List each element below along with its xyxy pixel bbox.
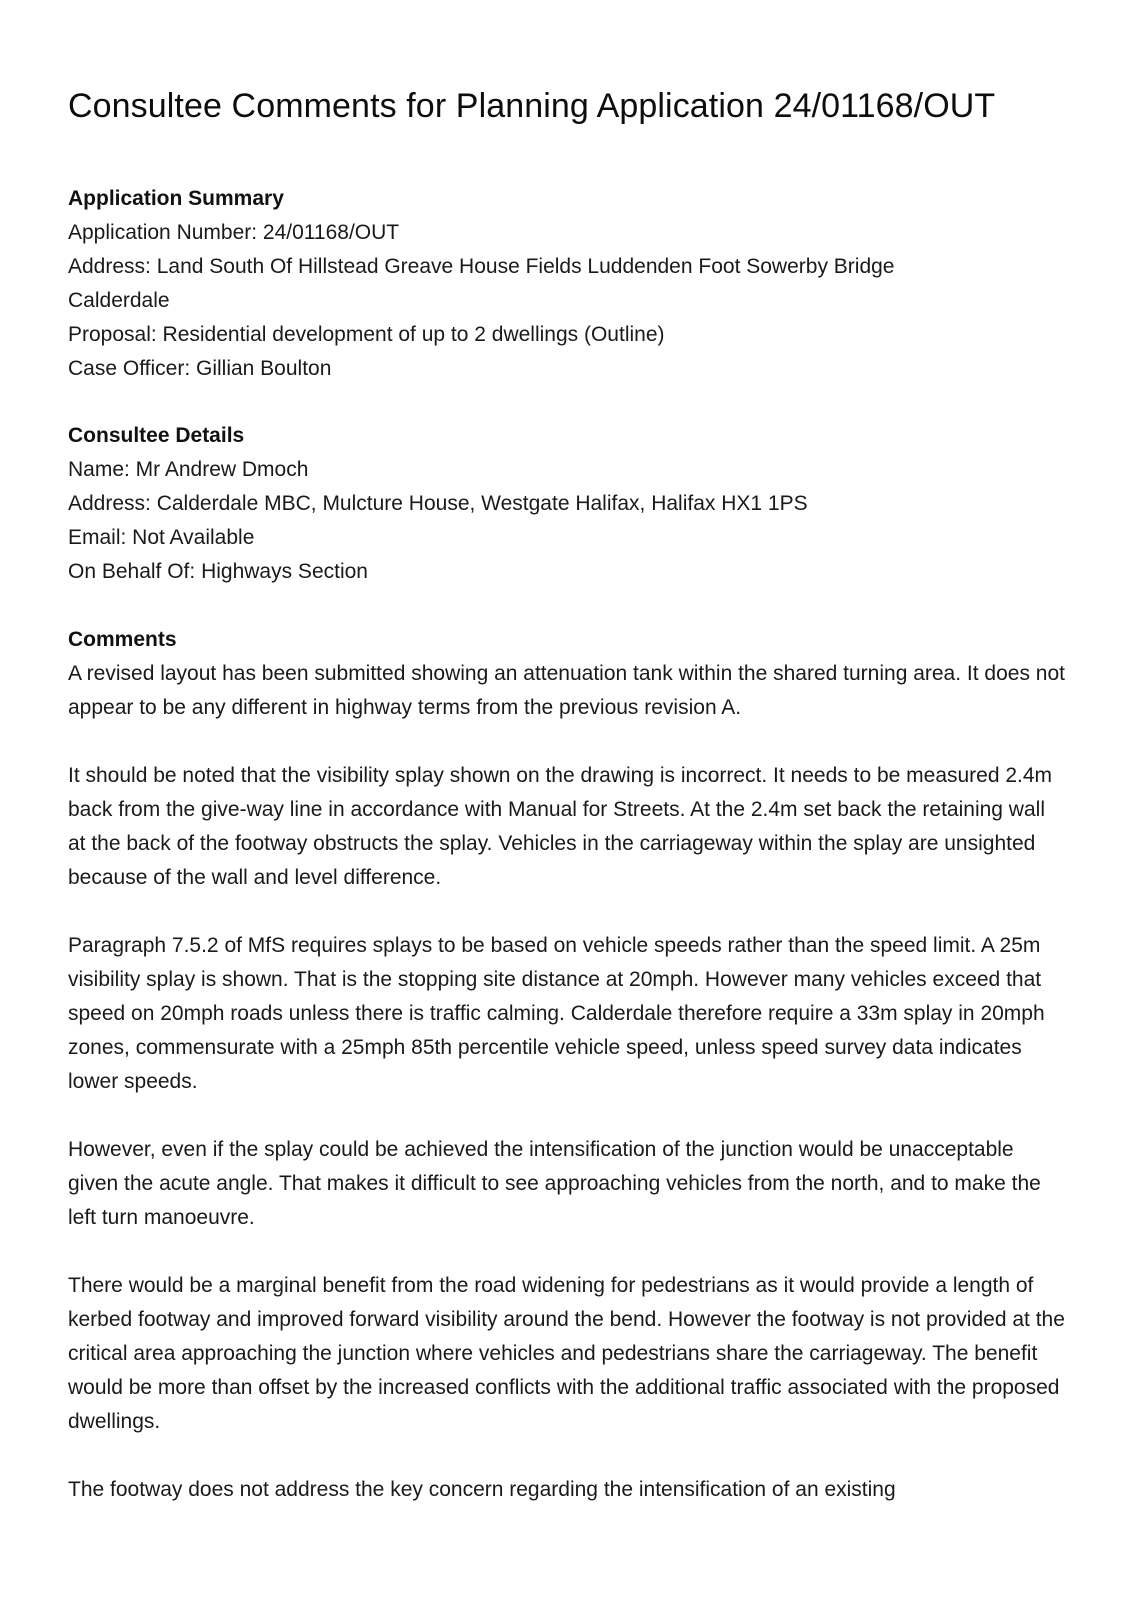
- comment-paragraph: A revised layout has been submitted showing an attenuation tank within the shared turning area. It does not appear to be any different in highway terms from the previous revision A.: [68, 662, 1065, 719]
- consultee-details-section: [68, 419, 1068, 589]
- page-title: Consultee Comments for Planning Application 24/01168/OUT: [68, 87, 996, 125]
- comment-paragraph: It should be noted that the visibility splay shown on the drawing is incorrect. It needs to be measured 2.4m back from the give-way line in accordance with Manual for Streets. At the 2.4m set back the retaining wall at the back of the footway obstructs the splay. Vehicles in the carriageway within the splay are unsighted because of the wall and level difference.: [68, 764, 1053, 889]
- application-address-line-2: Calderdale: [68, 289, 170, 312]
- application-number: Application Number: 24/01168/OUT: [68, 221, 400, 244]
- comment-paragraph: Paragraph 7.5.2 of MfS requires splays to be based on vehicle speeds rather than the speed limit. A 25m visibility splay is shown. That is the stopping site distance at 20mph. However many vehicles exceed that speed on 20mph roads unless there is traffic calming. Calderdale therefore require a 33m splay in 20mph zones, commensurate with a 25mph 85th percentile vehicle speed, unless speed survey data indicates lower speeds.: [68, 934, 1045, 1093]
- comment-paragraph: The footway does not address the key concern regarding the intensification of an existing: [68, 1478, 896, 1501]
- consultee-email: Email: Not Available: [68, 526, 255, 549]
- consultee-details-heading: Consultee Details: [68, 424, 245, 447]
- comments-heading: Comments: [68, 628, 177, 651]
- comments-section: [68, 623, 1068, 1541]
- comment-paragraph: There would be a marginal benefit from the road widening for pedestrians as it would provide a length of kerbed footway and improved forward visibility around the bend. However the footway is not provided at the critical area approaching the junction where vehicles and pedestrians share the carriageway. The benefit would be more than offset by the increased conflicts with the additional traffic associated with the proposed dwellings.: [68, 1274, 1065, 1433]
- application-summary-heading: Application Summary: [68, 187, 284, 210]
- case-officer: Case Officer: Gillian Boulton: [68, 357, 332, 380]
- consultee-on-behalf-of: On Behalf Of: Highways Section: [68, 560, 368, 583]
- application-summary-section: [68, 182, 1068, 386]
- comment-paragraph: However, even if the splay could be achieved the intensification of the junction would be unacceptable given the acute angle. That makes it difficult to see approaching vehicles from the north, and to make the left turn manoeuvre.: [68, 1138, 1041, 1229]
- consultee-address: Address: Calderdale MBC, Mulcture House, Westgate Halifax, Halifax HX1 1PS: [68, 492, 808, 515]
- document-page: [68, 82, 1068, 1501]
- application-proposal: Proposal: Residential development of up to 2 dwellings (Outline): [68, 323, 665, 346]
- application-address-line-1: Address: Land South Of Hillstead Greave House Fields Luddenden Foot Sowerby Bridge: [68, 255, 895, 278]
- consultee-name: Name: Mr Andrew Dmoch: [68, 458, 309, 481]
